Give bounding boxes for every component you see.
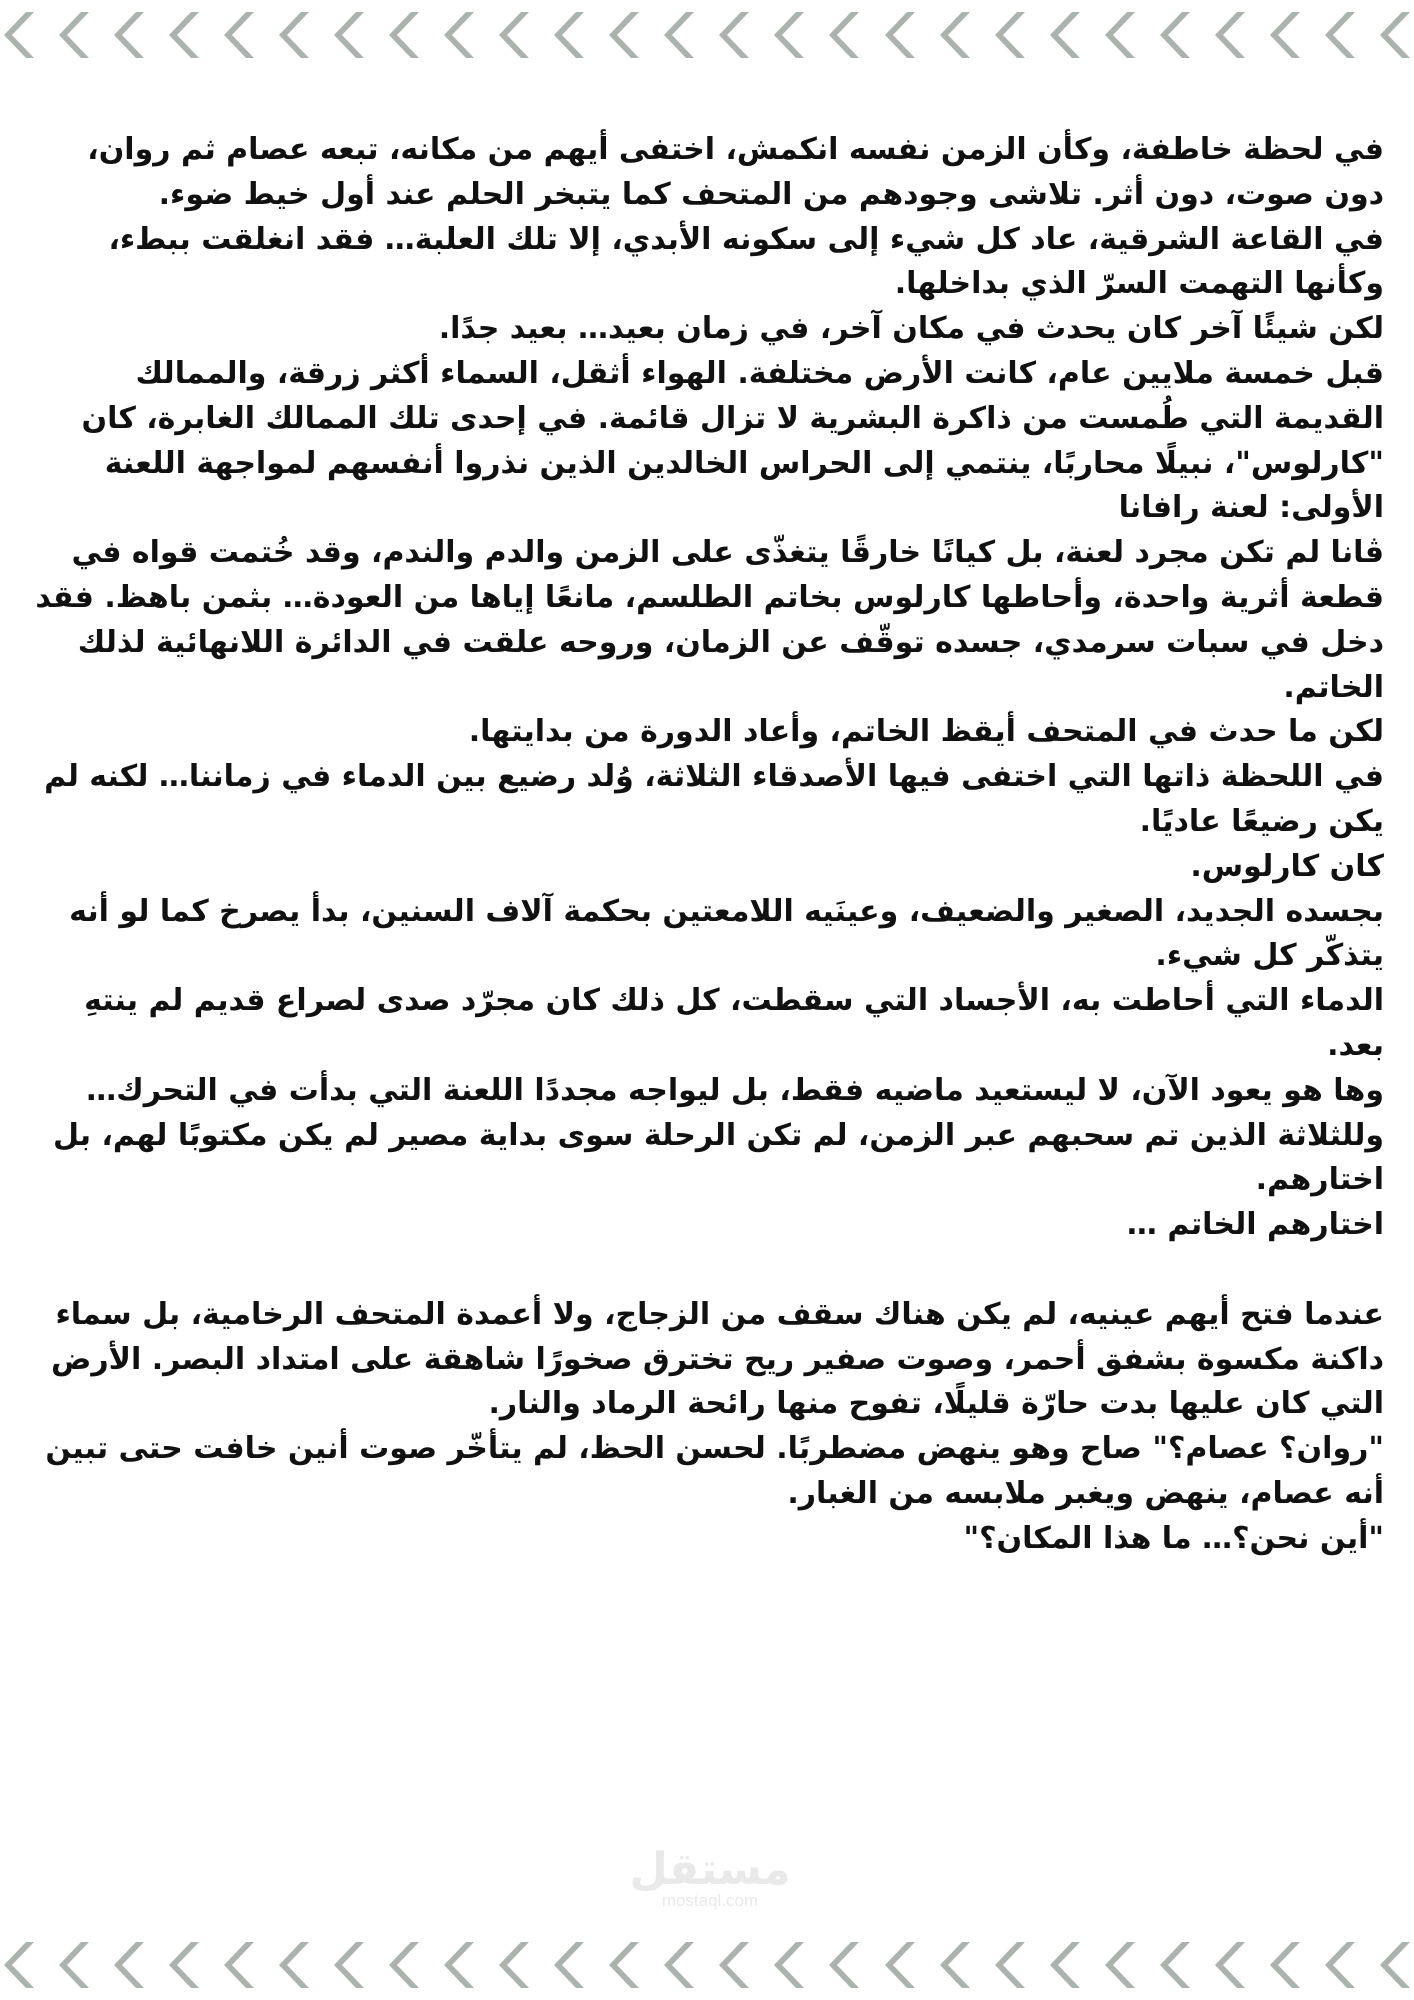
chevron-left-icon — [444, 12, 474, 58]
chevron-left-icon — [1050, 12, 1080, 58]
bottom-chevron-border — [0, 1930, 1414, 2000]
paragraph: بجسده الجديد، الصغير والضعيف، وعينَيه اللامعتين بحكمة آلاف السنين، بدأ يصرخ كما لو أنه يتذكّر كل شيء. — [69, 893, 1384, 974]
paragraph: كان كارلوس. — [1190, 848, 1384, 884]
paragraph: اختارهم الخاتم … — [1126, 1207, 1384, 1243]
chevron-left-icon — [4, 1942, 34, 1988]
chevron-left-icon — [1215, 12, 1245, 58]
chevron-left-icon — [719, 1942, 749, 1988]
chevron-left-icon — [829, 12, 859, 58]
chevron-left-icon — [1270, 12, 1300, 58]
chevron-left-icon — [719, 12, 749, 58]
paragraph: في اللحظة ذاتها التي اختفى فيها الأصدقاء الثلاثة، وُلد رضيع بين الدماء في زماننا… لكنه لم يكن رضيعًا عاديًا. — [44, 759, 1384, 839]
paragraph: في القاعة الشرقية، عاد كل شيء إلى سكونه الأبدي، إلا تلك العلبة… فقد انغلقت ببطء، وكأنها التهمت السرّ الذي بداخلها. — [108, 221, 1384, 302]
paragraph: "أين نحن؟… ما هذا المكان؟" — [963, 1520, 1384, 1556]
chevron-left-icon — [389, 12, 419, 58]
chevron-left-icon — [59, 12, 89, 58]
chevron-left-icon — [940, 1942, 970, 1988]
chevron-left-icon — [279, 12, 309, 58]
chevron-left-icon — [499, 12, 529, 58]
chevron-left-icon — [169, 12, 199, 58]
watermark-logo: مستقل — [629, 1844, 791, 1895]
chevron-left-icon — [224, 1942, 254, 1988]
chevron-left-icon — [1380, 12, 1410, 58]
chevron-left-icon — [609, 1942, 639, 1988]
chevron-left-icon — [1050, 1942, 1080, 1988]
chevron-left-icon — [334, 12, 364, 58]
chevron-left-icon — [609, 12, 639, 58]
watermark-url: mostaql.com — [661, 1891, 759, 1910]
paragraph: الدماء التي أحاطت به، الأجساد التي سقطت، كل ذلك كان مجرّد صدى لصراع قديم لم ينتهِ بعد. — [84, 983, 1384, 1063]
paragraph-spacer — [28, 1248, 1384, 1293]
chevron-left-icon — [114, 1942, 144, 1988]
chevron-left-icon — [1105, 12, 1135, 58]
chevron-left-icon — [169, 1942, 199, 1988]
paragraph: وها هو يعود الآن، لا ليستعيد ماضيه فقط، بل ليواجه مجددًا اللعنة التي بدأت في التحرك… وللثلاثة الذين تم سحبهم عبر الزمن، لم تكن الرحلة سوى بداية مصير لم يكن مكتوبًا لهم، بل اختارهم. — [52, 1072, 1384, 1198]
chevron-left-icon — [995, 12, 1025, 58]
chevron-left-icon — [664, 1942, 694, 1988]
top-chevron-border — [0, 0, 1414, 70]
chevron-left-icon — [224, 12, 254, 58]
chevron-left-icon — [1380, 1942, 1410, 1988]
chevron-left-icon — [59, 1942, 89, 1988]
chevron-left-icon — [1270, 1942, 1300, 1988]
paragraph: "روان؟ عصام؟" صاح وهو ينهض مضطربًا. لحسن الحظ، لم يتأخّر صوت أنين خافت حتى تبين أنه عصام، ينهض ويغبر ملابسه من الغبار. — [45, 1431, 1384, 1511]
watermark — [620, 1844, 800, 1910]
paragraph: لكن شيئًا آخر كان يحدث في مكان آخر، في زمان بعيد… بعيد جدًا. — [438, 311, 1384, 347]
chevron-left-icon — [995, 1942, 1025, 1988]
chevron-left-icon — [1105, 1942, 1135, 1988]
chevron-left-icon — [1215, 1942, 1245, 1988]
paragraph: لكن ما حدث في المتحف أيقظ الخاتم، وأعاد الدورة من بدايتها. — [468, 714, 1384, 750]
chevron-left-icon — [1325, 1942, 1355, 1988]
chevron-left-icon — [1160, 1942, 1190, 1988]
chevron-left-icon — [389, 1942, 419, 1988]
chevron-left-icon — [554, 1942, 584, 1988]
chevron-left-icon — [774, 1942, 804, 1988]
chevron-left-icon — [279, 1942, 309, 1988]
chevron-left-icon — [774, 12, 804, 58]
chevron-left-icon — [885, 12, 915, 58]
chevron-left-icon — [334, 1942, 364, 1988]
paragraph: في لحظة خاطفة، وكأن الزمن نفسه انكمش، اختفى أيهم من مكانه، تبعه عصام ثم روان، دون صوت، دون أثر. تلاشى وجودهم من المتحف كما يتبخر الحلم عند أول خيط ضوء. — [87, 132, 1384, 212]
chevron-left-icon — [4, 12, 34, 58]
chevron-left-icon — [829, 1942, 859, 1988]
chevron-left-icon — [1325, 12, 1355, 58]
chevron-left-icon — [664, 12, 694, 58]
chevron-left-icon — [499, 1942, 529, 1988]
chevron-left-icon — [444, 1942, 474, 1988]
chevron-left-icon — [940, 12, 970, 58]
chevron-left-icon — [114, 12, 144, 58]
paragraph: ڤانا لم تكن مجرد لعنة، بل كيانًا خارقًا يتغذّى على الزمن والدم والندم، وقد خُتمت قواه في قطعة أثرية واحدة، وأحاطها كارلوس بخاتم الطلسم، مانعًا إياها من العودة… بثمن باهظ. فقد دخل في سبات سرمدي، جسده توقّف عن الزمان، وروحه علقت في الدائرة اللانهائية لذلك الخاتم. — [35, 535, 1384, 705]
paragraph: قبل خمسة ملايين عام، كانت الأرض مختلفة. الهواء أثقل، السماء أكثر زرقة، والممالك القديمة التي طُمست من ذاكرة البشرية لا تزال قائمة. في إحدى تلك الممالك الغابرة، كان "كارلوس"، نبيلًا محاربًا، ينتمي إلى الحراس الخالدين الذين نذروا أنفسهم لمواجهة اللعنة الأولى: لعنة رافانا — [81, 355, 1384, 526]
chevron-left-icon — [1160, 12, 1190, 58]
chevron-left-icon — [885, 1942, 915, 1988]
chevron-left-icon — [554, 12, 584, 58]
paragraph: عندما فتح أيهم عينيه، لم يكن هناك سقف من الزجاج، ولا أعمدة المتحف الرخامية، بل سماء داكنة مكسوة بشفق أحمر، وصوت صفير ريح تخترق صخورًا شاهقة على امتداد البصر. الأرض التي كان عليها بدت حارّة قليلًا، تفوح منها رائحة الرماد والنار. — [51, 1296, 1384, 1422]
story-text — [28, 128, 1384, 1562]
